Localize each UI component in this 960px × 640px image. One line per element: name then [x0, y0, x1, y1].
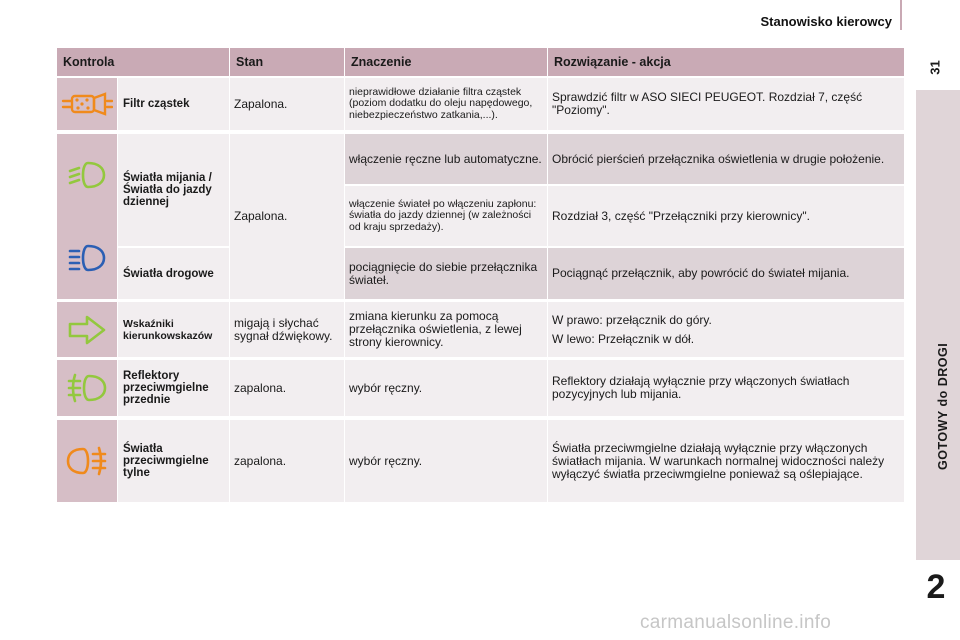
turn-indicator-icon: [67, 314, 107, 346]
lights-state: Zapalona.: [230, 134, 344, 299]
icon-cell-indicators: [57, 302, 117, 357]
front-fog-meaning: wybór ręczny.: [345, 360, 547, 416]
icon-cell-front-fog: [57, 360, 117, 416]
front-fog-state: zapalona.: [230, 360, 344, 416]
indicators-action-right: W prawo: przełącznik do góry.: [552, 312, 712, 327]
rear-fog-action: Światła przeciwmgielne działają wyłącznie przy włączonych światłach mijania. W warunkach normalnej widoczności należy wyłączyć światła przeciwmgielne ponieważ są oślepiające.: [548, 420, 904, 502]
high-beam-icon: [66, 243, 108, 273]
chapter-side-tab: [916, 90, 960, 560]
indicators-meaning: zmiana kierunku za pomocą przełącznika oświetlenia, z lewej strony kierownicy.: [345, 302, 547, 357]
chapter-title: GOTOWY do DROGI: [936, 342, 950, 470]
filter-action: Sprawdzić filtr w ASO SIECI PEUGEOT. Rozdział 7, część "Poziomy".: [548, 78, 904, 130]
indicators-state: migają i słychać sygnał dźwiękowy.: [230, 302, 344, 357]
filter-state: Zapalona.: [230, 78, 344, 130]
rear-fog-icon: [65, 445, 109, 477]
icon-cell-rear-fog: [57, 420, 117, 502]
front-fog-icon: [65, 372, 109, 404]
high-beam-action: Pociągnąć przełącznik, aby powrócić do świateł mijania.: [548, 248, 904, 299]
page-header-title: Stanowisko kierowcy: [760, 14, 892, 29]
lights-action-2: Rozdział 3, część "Przełączniki przy kierownicy".: [548, 186, 904, 246]
page-number: 31: [927, 60, 943, 75]
lights-name: Światła mijania / Światła do jazdy dziennej: [118, 134, 229, 246]
rear-fog-meaning: wybór ręczny.: [345, 420, 547, 502]
indicators-name: Wskaźniki kierunkowskazów: [118, 302, 229, 357]
icon-cell-lights: [57, 134, 117, 299]
watermark: carmanualsonline.info: [640, 612, 832, 633]
rear-fog-name: Światła przeciwmgielne tylne: [118, 420, 229, 502]
lights-action-1: Obrócić pierścień przełącznika oświetlenia w drugie położenie.: [548, 134, 904, 184]
front-fog-action: Reflektory działają wyłącznie przy włączonych światłach pozycyjnych lub mijania.: [548, 360, 904, 416]
icon-cell-filter: [57, 78, 117, 130]
dipped-beam-icon: [66, 160, 108, 190]
filter-meaning: nieprawidłowe działanie filtra cząstek (poziom dodatku do oleju napędowego, niebezpieczeństwo zatkania,...).: [345, 78, 547, 130]
high-beam-meaning: pociągnięcie do siebie przełącznika świateł.: [345, 248, 547, 299]
header-kontrola: Kontrola: [57, 48, 229, 76]
header-rozwiazanie: Rozwiązanie - akcja: [548, 48, 904, 76]
rear-fog-state: zapalona.: [230, 420, 344, 502]
warning-lights-table: [57, 48, 904, 502]
indicators-action: [548, 302, 904, 357]
indicators-action-left: W lewo: Przełącznik w dół.: [552, 331, 695, 346]
chapter-number: 2: [926, 568, 946, 606]
header-rule: [900, 0, 902, 30]
high-beam-name: Światła drogowe: [118, 248, 229, 299]
particle-filter-icon: [61, 87, 113, 121]
header-stan: Stan: [230, 48, 344, 76]
filter-name: Filtr cząstek: [118, 78, 229, 130]
lights-meaning-1: włączenie ręczne lub automatyczne.: [345, 134, 547, 184]
front-fog-name: Reflektory przeciwmgielne przednie: [118, 360, 229, 416]
header-znaczenie: Znaczenie: [345, 48, 547, 76]
lights-meaning-2: włączenie świateł po włączeniu zapłonu: światła do jazdy dziennej (w zależności od kraju sprzedaży).: [345, 186, 547, 246]
